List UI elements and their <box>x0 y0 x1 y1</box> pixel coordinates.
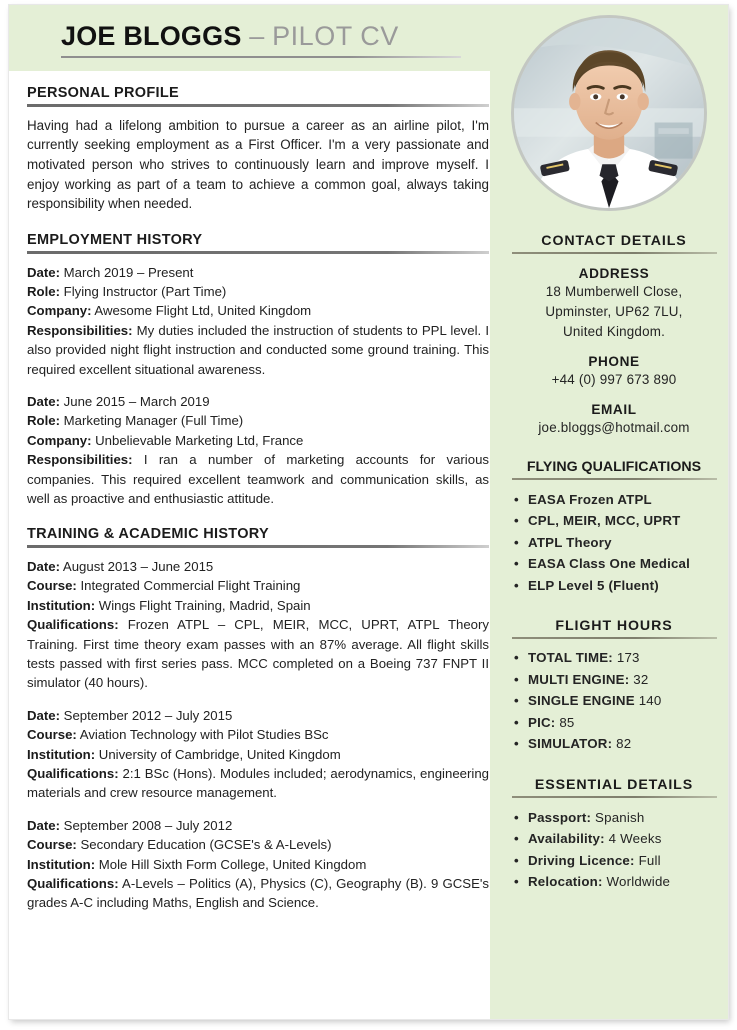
list-item <box>514 575 728 597</box>
list-item-label: EASA Class One Medical <box>528 556 691 572</box>
bullet-icon: • <box>514 577 519 593</box>
training-entry <box>27 706 491 803</box>
field-label: Date: <box>27 817 60 833</box>
training-qualifications <box>27 764 489 803</box>
section-personal-profile <box>27 85 491 214</box>
title-divider <box>61 56 461 58</box>
field-label: Responsibilities: <box>27 322 133 338</box>
list-item-label: TOTAL TIME: <box>528 650 613 666</box>
list-item-value: Worldwide <box>606 874 671 890</box>
sidebar-divider <box>512 796 717 798</box>
list-item-label: EASA Frozen ATPL <box>528 491 652 507</box>
training-entry <box>27 557 491 693</box>
section-divider <box>27 251 489 254</box>
avatar <box>511 15 707 211</box>
address-label: ADDRESS <box>578 266 650 281</box>
page-title <box>61 22 469 50</box>
bullet-icon: • <box>514 809 519 825</box>
training-qualifications <box>27 874 489 913</box>
list-item <box>514 828 728 850</box>
sidebar-divider <box>512 252 717 254</box>
list-item-value: 4 Weeks <box>608 831 662 847</box>
list-item-label: MULTI ENGINE: <box>528 671 630 687</box>
field-label: Date: <box>27 707 60 723</box>
sidebar-heading-flying-qualifications: FLYING QUALIFICATIONS <box>526 458 702 475</box>
field-label: Institution: <box>27 856 96 872</box>
training-course <box>27 576 489 595</box>
list-item-value: 140 <box>638 693 662 709</box>
flying-qualifications-list <box>514 489 728 597</box>
list-item <box>514 489 728 511</box>
field-label: Date: <box>27 393 60 409</box>
sidebar-section-flight-hours <box>500 618 728 755</box>
section-divider <box>27 545 489 548</box>
field-value: June 2015 – March 2019 <box>63 393 210 409</box>
sidebar-heading-contact-details: CONTACT DETAILS <box>541 233 687 249</box>
bullet-icon: • <box>514 671 519 687</box>
address-line: Upminster, UP62 7LU, <box>545 304 683 320</box>
list-item <box>514 647 728 669</box>
cv-subtitle: PILOT CV <box>272 21 399 51</box>
email-value[interactable]: joe.bloggs@hotmail.com <box>538 420 690 436</box>
bullet-icon: • <box>514 736 519 752</box>
list-item <box>514 690 728 712</box>
personal-profile-text: Having had a lifelong ambition to pursue a career as an airline pilot, I'm currently seeking employment as a First Officer. I'm a very passionate and motivated person who strives to continuously learn and improve myself. I enjoy working as part of a team to achieve a common goal, always taking responsibility when needed. <box>27 117 489 212</box>
pilot-portrait-photo <box>511 15 707 211</box>
list-item <box>514 712 728 734</box>
field-value: Secondary Education (GCSE's & A-Levels) <box>80 837 332 853</box>
list-item-label: Passport: <box>528 809 592 825</box>
portrait-illustration <box>514 18 704 208</box>
field-label: Date: <box>27 558 60 574</box>
main-content <box>27 85 491 931</box>
employment-date <box>27 263 489 282</box>
list-item <box>514 669 728 691</box>
address-line: 18 Mumberwell Close, <box>545 284 683 299</box>
field-value: Awesome Flight Ltd, United Kingdom <box>94 303 312 319</box>
field-value: Flying Instructor (Part Time) <box>63 283 227 299</box>
list-item-label: Relocation: <box>528 874 603 890</box>
bullet-icon: • <box>514 831 519 847</box>
training-course <box>27 835 489 854</box>
bullet-icon: • <box>514 513 519 529</box>
employment-responsibilities <box>27 321 489 379</box>
email-label: EMAIL <box>591 402 637 418</box>
field-value: I ran a number of marketing accounts for various companies. This required excellent teamwork and communication skills, as well as proactive and enthusiastic attitude. <box>27 452 490 506</box>
field-value: Marketing Manager (Full Time) <box>63 413 244 429</box>
field-value: Frozen ATPL – CPL, MEIR, MCC, UPRT, ATPL Theory Training. First time theory exam passes with an 87% average. All flight skills tests passed with first series pass. MCC completed on a Boeing 737 FNPT II simulator (40 hours). <box>27 617 489 691</box>
field-value: Integrated Commercial Flight Training <box>80 578 301 594</box>
essential-details-list <box>514 807 728 893</box>
bullet-icon: • <box>514 650 519 666</box>
list-item-value: 173 <box>616 650 640 666</box>
field-label: Course: <box>27 578 77 594</box>
list-item <box>514 532 728 554</box>
employment-responsibilities <box>27 450 489 508</box>
section-heading-training-academic-history: TRAINING & ACADEMIC HISTORY <box>27 526 269 543</box>
bullet-icon: • <box>514 534 519 550</box>
phone-value[interactable]: +44 (0) 997 673 890 <box>551 372 677 388</box>
field-label: Course: <box>27 727 77 743</box>
field-label: Institution: <box>27 746 96 762</box>
list-item-label: ATPL Theory <box>528 534 612 550</box>
field-value: March 2019 – Present <box>63 264 194 280</box>
list-item <box>514 807 728 829</box>
bullet-icon: • <box>514 852 519 868</box>
training-institution <box>27 745 489 764</box>
training-entry <box>27 816 491 913</box>
sidebar-section-flying-qualifications <box>500 459 728 597</box>
list-item-label: CPL, MEIR, MCC, UPRT <box>528 513 681 529</box>
employment-role <box>27 282 489 301</box>
training-qualifications <box>27 615 489 693</box>
bullet-icon: • <box>514 556 519 572</box>
sidebar-heading-essential-details: ESSENTIAL DETAILS <box>534 776 694 793</box>
field-value: University of Cambridge, United Kingdom <box>98 746 341 762</box>
sidebar-section-essential-details <box>500 777 728 893</box>
field-value: August 2013 – June 2015 <box>62 558 214 574</box>
section-divider <box>27 104 489 107</box>
training-date <box>27 706 489 725</box>
list-item-value: 85 <box>559 714 575 730</box>
field-label: Qualifications: <box>27 875 119 891</box>
field-label: Institution: <box>27 597 96 613</box>
section-heading-personal-profile: PERSONAL PROFILE <box>27 85 179 101</box>
field-label: Responsibilities: <box>27 452 133 468</box>
bullet-icon: • <box>514 874 519 890</box>
list-item-value: Spanish <box>595 809 645 825</box>
field-label: Company: <box>27 432 92 448</box>
list-item-value: Full <box>638 852 661 868</box>
cv-sheet <box>9 5 728 1019</box>
cv-header <box>9 5 490 71</box>
employment-company <box>27 431 489 450</box>
field-value: September 2012 – July 2015 <box>63 707 233 723</box>
list-item-value: 32 <box>633 671 649 687</box>
field-label: Role: <box>27 413 60 429</box>
sidebar-divider <box>512 478 717 480</box>
employment-entry <box>27 392 491 508</box>
field-label: Company: <box>27 303 92 319</box>
field-label: Qualifications: <box>27 765 119 781</box>
employment-date <box>27 392 489 411</box>
training-institution <box>27 855 489 874</box>
list-item <box>514 871 728 893</box>
list-item <box>514 553 728 575</box>
training-date <box>27 557 489 576</box>
training-institution <box>27 596 489 615</box>
field-value: Unbelievable Marketing Ltd, France <box>95 432 304 448</box>
field-value: Wings Flight Training, Madrid, Spain <box>98 597 311 613</box>
field-value: Aviation Technology with Pilot Studies BSc <box>79 727 329 743</box>
employment-entry <box>27 263 491 379</box>
flight-hours-list <box>514 647 728 755</box>
bullet-icon: • <box>514 714 519 730</box>
field-value: 2:1 BSc (Hons). Modules included; aerodynamics, engineering materials and crew resource management. <box>27 765 489 801</box>
section-employment-history <box>27 232 491 508</box>
list-item <box>514 510 728 532</box>
field-value: Mole Hill Sixth Form College, United Kingdom <box>98 856 367 872</box>
bullet-icon: • <box>514 491 519 507</box>
sidebar <box>500 233 728 907</box>
list-item <box>514 733 728 755</box>
bullet-icon: • <box>514 693 519 709</box>
list-item-label: SINGLE ENGINE <box>528 693 635 709</box>
training-date <box>27 816 489 835</box>
sidebar-heading-flight-hours: FLIGHT HOURS <box>555 618 673 635</box>
field-value: My duties included the instruction of students to PPL level. I also provided night flight instruction and conducted some ground training. This required excellent situational awareness. <box>27 322 489 377</box>
field-value: A-Levels – Politics (A), Physics (C), Geography (B). 9 GCSE's grades A-C including Maths, English and Science. <box>27 875 489 911</box>
field-label: Role: <box>27 283 60 299</box>
employment-role <box>27 411 489 430</box>
title-dash: – <box>241 21 273 51</box>
list-item-label: PIC: <box>528 714 556 730</box>
field-value: September 2008 – July 2012 <box>63 817 233 833</box>
list-item-label: Availability: <box>528 831 605 847</box>
list-item-label: ELP Level 5 (Fluent) <box>528 577 659 593</box>
sidebar-section-contact-details <box>500 233 728 439</box>
field-label: Qualifications: <box>27 617 119 633</box>
candidate-name: JOE BLOGGS <box>61 21 242 51</box>
phone-label: PHONE <box>588 354 640 370</box>
address-line: United Kingdom. <box>563 324 665 340</box>
field-label: Course: <box>27 837 77 853</box>
section-heading-employment-history: EMPLOYMENT HISTORY <box>27 232 203 249</box>
list-item <box>514 850 728 872</box>
section-training-academic-history <box>27 526 491 912</box>
sidebar-divider <box>512 637 717 639</box>
field-label: Date: <box>27 264 60 280</box>
employment-company <box>27 301 489 320</box>
list-item-label: SIMULATOR: <box>528 736 613 752</box>
list-item-label: Driving Licence: <box>528 852 635 868</box>
list-item-value: 82 <box>616 736 632 752</box>
training-course <box>27 725 489 744</box>
title-wrap <box>61 22 469 58</box>
